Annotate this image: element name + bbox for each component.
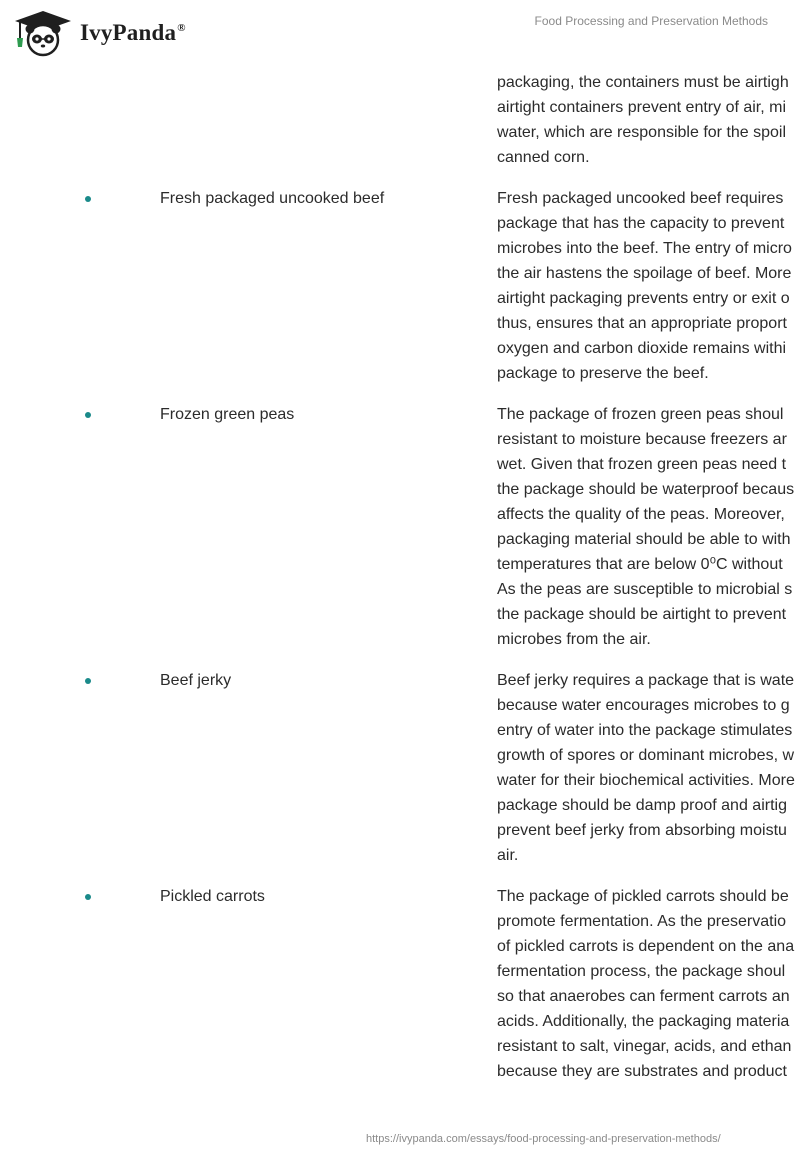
description-line: package should be damp proof and airtig <box>497 797 787 814</box>
description-line: resistant to moisture because freezers ar <box>497 431 787 448</box>
description-line: because water encourages microbes to g <box>497 697 790 714</box>
registered-mark: ® <box>177 22 186 34</box>
description-line: acids. Additionally, the packaging materia <box>497 1013 790 1030</box>
panda-graduate-icon <box>14 9 72 57</box>
description-line: because they are substrates and product <box>497 1063 787 1080</box>
description-line: As the peas are susceptible to microbial s <box>497 581 793 598</box>
packaging-table <box>0 70 800 1080</box>
description-line: air. <box>497 847 519 864</box>
food-item-name: Frozen green peas <box>160 406 295 423</box>
description-line: resistant to salt, vinegar, acids, and ethan <box>497 1038 792 1055</box>
source-url-link[interactable]: https://ivypanda.com/essays/food-processing-and-preservation-methods/ <box>366 1133 721 1145</box>
bullet-icon <box>85 678 91 684</box>
item-description <box>497 402 800 652</box>
document-title: Food Processing and Preservation Methods <box>534 14 768 28</box>
description-line: wet. Given that frozen green peas need t <box>497 456 787 473</box>
description-line: fermentation process, the package shoul <box>497 963 786 980</box>
description-line: Fresh packaged uncooked beef requires <box>497 190 784 207</box>
description-line: microbes into the beef. The entry of micro <box>497 240 792 257</box>
description-line: thus, ensures that an appropriate proport <box>497 315 787 332</box>
description-line: promote fermentation. As the preservatio <box>497 913 787 930</box>
bullet-icon <box>85 894 91 900</box>
description-line: The package of pickled carrots should be <box>497 888 789 905</box>
food-item-name: Pickled carrots <box>160 888 265 905</box>
description-line: water, which are responsible for the spoil <box>497 124 787 141</box>
description-line: growth of spores or dominant microbes, w <box>497 747 795 764</box>
description-line: prevent beef jerky from absorbing moistu <box>497 822 787 839</box>
item-description <box>497 186 800 386</box>
description-line: oxygen and carbon dioxide remains withi <box>497 340 787 357</box>
description-line: entry of water into the package stimulates <box>497 722 793 739</box>
description-line: the package should be airtight to prevent <box>497 606 787 623</box>
description-line: package to preserve the beef. <box>497 365 709 382</box>
bullet-icon <box>85 412 91 418</box>
brand-name-text: IvyPanda <box>80 20 177 45</box>
description-line: microbes from the air. <box>497 631 651 648</box>
description-line: temperatures that are below 0⁰C without <box>497 556 783 573</box>
description-line: so that anaerobes can ferment carrots an <box>497 988 790 1005</box>
description-line: packaging material should be able to with <box>497 531 791 548</box>
description-line: canned corn. <box>497 149 590 166</box>
item-description <box>497 884 800 1084</box>
description-line: the package should be waterproof becaus <box>497 481 795 498</box>
bullet-icon <box>85 196 91 202</box>
description-line: airtight containers prevent entry of air, mi <box>497 99 787 116</box>
brand-name <box>80 20 186 46</box>
description-line: airtight packaging prevents entry or exit o <box>497 290 790 307</box>
description-line: package that has the capacity to prevent <box>497 215 785 232</box>
food-item-name: Fresh packaged uncooked beef <box>160 190 385 207</box>
description-line: water for their biochemical activities. More <box>497 772 795 789</box>
description-line: affects the quality of the peas. Moreover, <box>497 506 785 523</box>
food-item-name: Beef jerky <box>160 672 232 689</box>
ivypanda-logo[interactable] <box>14 9 186 57</box>
description-line: Beef jerky requires a package that is wate <box>497 672 795 689</box>
item-description <box>497 668 800 868</box>
continuation-description <box>497 70 800 170</box>
continuation-row <box>0 70 800 172</box>
description-line: the air hastens the spoilage of beef. More <box>497 265 792 282</box>
description-line: The package of frozen green peas shoul <box>497 406 784 423</box>
description-line: of pickled carrots is dependent on the ana <box>497 938 795 955</box>
description-line: packaging, the containers must be airtigh <box>497 74 789 91</box>
